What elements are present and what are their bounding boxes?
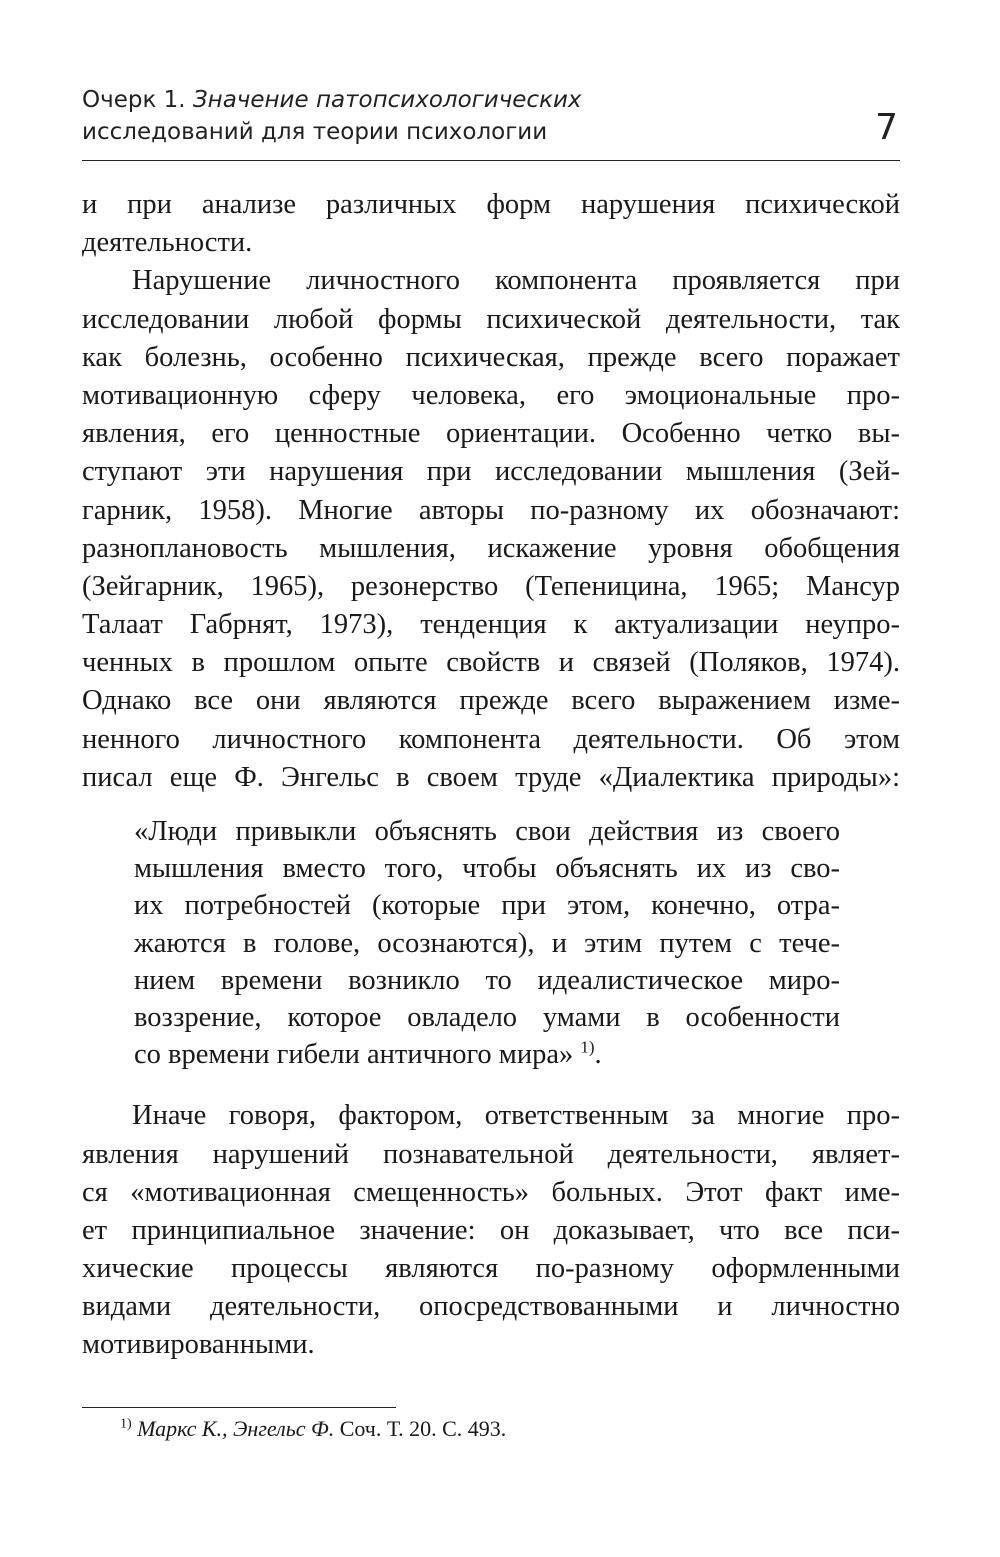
- footnote-marker: 1): [120, 1416, 132, 1432]
- text-line: (Зейгарник, 1965), резонерство (Тепеницина, 1965; Мансур: [82, 570, 900, 602]
- engels-quote: [134, 813, 840, 1073]
- text-line: исследовании любой формы психической деятельности, так: [82, 303, 900, 335]
- quote-line: нием времени возникло то идеалистическое миро-: [134, 964, 840, 996]
- running-head-line-1: [82, 84, 900, 116]
- paragraph-continuation: [82, 186, 900, 262]
- text-line: мотивационную сферу человека, его эмоциональные про-: [82, 379, 900, 411]
- text-line: ет принципиальное значение: он доказывает, что все пси-: [82, 1214, 900, 1246]
- text-line: Иначе говоря, фактором, ответственным за многие про-: [132, 1100, 900, 1132]
- quote-end-punct: .: [594, 1039, 602, 1071]
- footnote: [120, 1414, 506, 1444]
- text-line: явления нарушений познавательной деятельности, являет-: [82, 1138, 900, 1170]
- footnote-divider: [82, 1407, 396, 1408]
- text-line: мотивированными.: [82, 1329, 315, 1361]
- text-line: ся «мотивационная смещенность» больных. Этот факт име-: [82, 1176, 900, 1208]
- text-line: Талаат Габрнят, 1973), тенденция к актуализации неупро-: [82, 609, 900, 641]
- text-line: разноплановость мышления, искажение уровня обобщения: [82, 532, 900, 564]
- text-line: и при анализе различных форм нарушения психической: [82, 189, 900, 220]
- quote-line: воззрение, которое овладело умами в особенности: [134, 1001, 840, 1033]
- essay-title-line-1: Значение патопсихологических: [192, 87, 582, 113]
- text-line: явления, его ценностные ориентации. Особенно четко вы-: [82, 418, 900, 450]
- paragraph-motivational-bias: [82, 1097, 900, 1364]
- text-line: Нарушение личностного компонента проявляется при: [132, 265, 900, 297]
- text-line: хические процессы являются по-разному оформленными: [82, 1253, 900, 1285]
- text-line: писал еще Ф. Энгельс в своем труде «Диалектика природы»:: [82, 761, 900, 793]
- quote-line: их потребностей (которые при этом, конечно, отра-: [134, 890, 840, 922]
- footnote-reference[interactable]: 1): [580, 1037, 595, 1057]
- quote-line-text: со времени гибели античного мира»: [134, 1039, 574, 1071]
- quote-line: жаются в голове, осознаются), и этим путем с тече-: [134, 927, 840, 959]
- essay-label: Очерк 1.: [82, 87, 186, 113]
- quote-line: «Люди привыкли объяснять свои действия из своего: [134, 816, 840, 847]
- quote-last-line: [134, 1036, 840, 1073]
- text-line: ступают эти нарушения при исследовании мышления (Зей-: [82, 456, 900, 488]
- essay-title-line-2: исследований для теории психологии: [82, 119, 548, 145]
- text-line: Однако все они являются прежде всего выражением изме-: [82, 685, 900, 717]
- paragraph-personality-component: [82, 262, 900, 797]
- text-line: гарник, 1958). Многие авторы по-разному их обозначают:: [82, 494, 900, 526]
- text-line: ненного личностного компонента деятельности. Об этом: [82, 723, 900, 755]
- body-text: [82, 186, 900, 1365]
- text-line: как болезнь, особенно психическая, прежде всего поражает: [82, 341, 900, 373]
- text-line: деятельности.: [82, 227, 253, 259]
- footnote-authors: Маркс К., Энгельс Ф.: [137, 1416, 335, 1441]
- footnote-citation: Соч. Т. 20. С. 493.: [339, 1416, 507, 1441]
- text-line: видами деятельности, опосредствованными и личностно: [82, 1291, 900, 1323]
- quote-line: мышления вместо того, чтобы объяснять их из сво-: [134, 853, 840, 885]
- text-line: ченных в прошлом опыте свойств и связей (Поляков, 1974).: [82, 647, 900, 679]
- page-number: 7: [875, 107, 898, 148]
- running-head: [82, 84, 900, 161]
